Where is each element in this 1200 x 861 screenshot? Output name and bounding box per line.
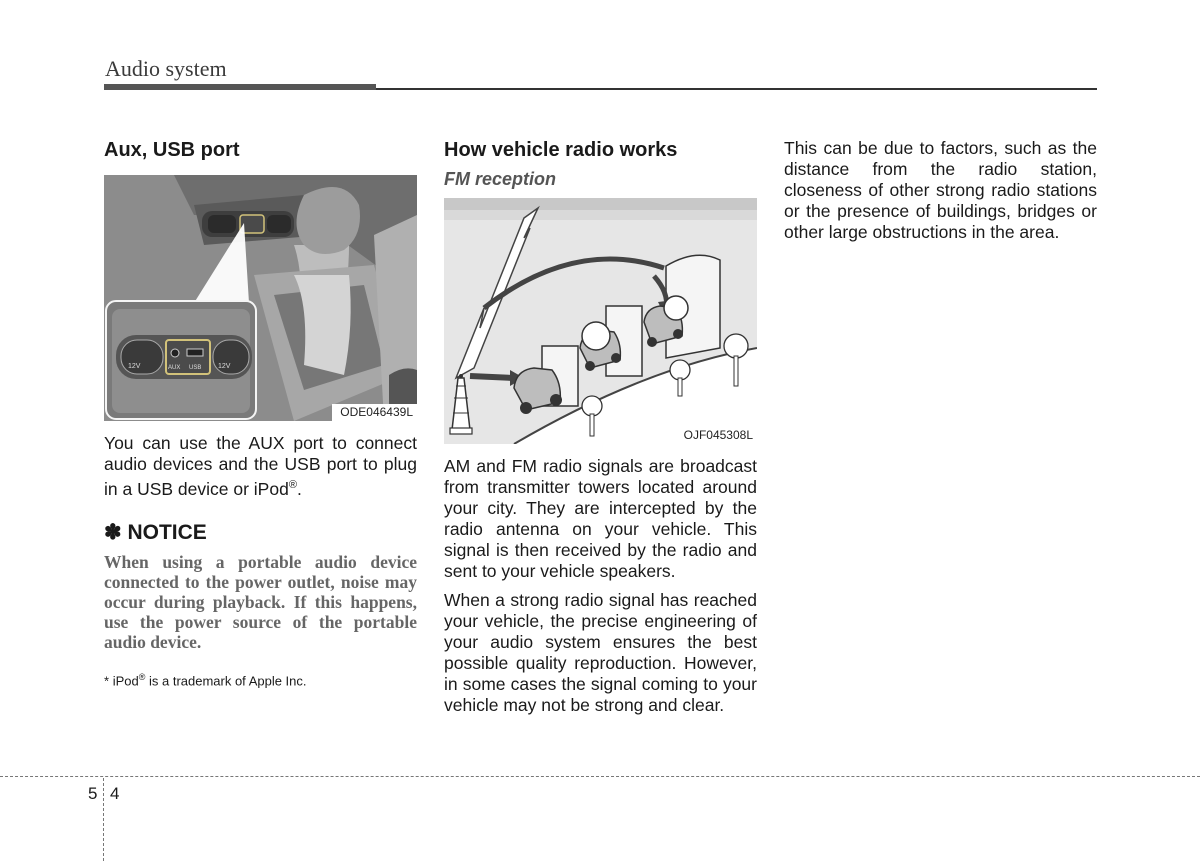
footer-divider [0,776,1200,777]
notice-icon: ✽ [104,520,122,544]
aux-usb-heading: Aux, USB port [104,139,240,161]
footnote [104,672,417,688]
inset-usb-label: USB [189,365,202,371]
header-rule-thin [376,88,1097,90]
inset-aux-label: AUX [168,365,181,371]
inset-12v-right-label: 12V [218,363,231,370]
fm-reception-subheading: FM reception [444,169,557,189]
aux-usb-paragraph-end: . [296,478,302,499]
footnote-registered-mark: ® [138,671,146,682]
page-number: 4 [110,784,120,803]
footnote-star: * [104,673,110,689]
right-column [784,138,1097,243]
page-chapter-number: 5 [88,784,98,803]
header-rule-thick [104,84,376,90]
fm-reception-figure [444,198,757,444]
obstruction-paragraph: This can be due to factors, such as the distance from the radio station, closeness of other strong radio stations or the presence of buildings, bridges or other large obstructions in the area. [784,138,1097,242]
radio-heading: How vehicle radio works [444,139,678,161]
footnote-name: iPod [112,673,139,689]
middle-column [444,138,757,716]
figure-caption-fm: OJF045308L [683,428,753,442]
aux-usb-paragraph-text: You can use the AUX port to connect audio devices and the USB port to plug in a USB device or iPod [104,433,417,499]
footnote-text: is a trademark of Apple Inc. [148,673,307,689]
radio-paragraph-2: When a strong radio signal has reached your vehicle, the precise engineering of your audio system ensures the best possible quality reproduction. However, in some cases the signal coming to your vehicle may not be strong and clear. [444,590,757,715]
left-column [104,138,417,688]
figure-caption-aux: ODE046439L [340,405,413,419]
aux-usb-paragraph [104,433,417,500]
notice-title [104,520,417,546]
footer-vertical-divider [103,778,104,861]
inset-12v-left-label: 12V [128,363,141,370]
registered-mark: ® [288,479,297,491]
section-title: Audio system [105,56,227,81]
console-illustration [104,175,417,421]
radio-paragraph-1: AM and FM radio signals are broadcast from transmitter towers located around your city. They are intercepted by the radio antenna on your vehicle. This signal is then received by the radio and sent to your vehicle speakers. [444,456,757,581]
fm-reception-illustration [444,198,757,444]
aux-usb-figure [104,175,417,421]
notice-title-text: NOTICE [127,520,207,544]
notice-body: When using a portable audio device connected to the power outlet, noise may occur during playback. If this happens, use the power source of the portable audio device. [104,551,417,652]
